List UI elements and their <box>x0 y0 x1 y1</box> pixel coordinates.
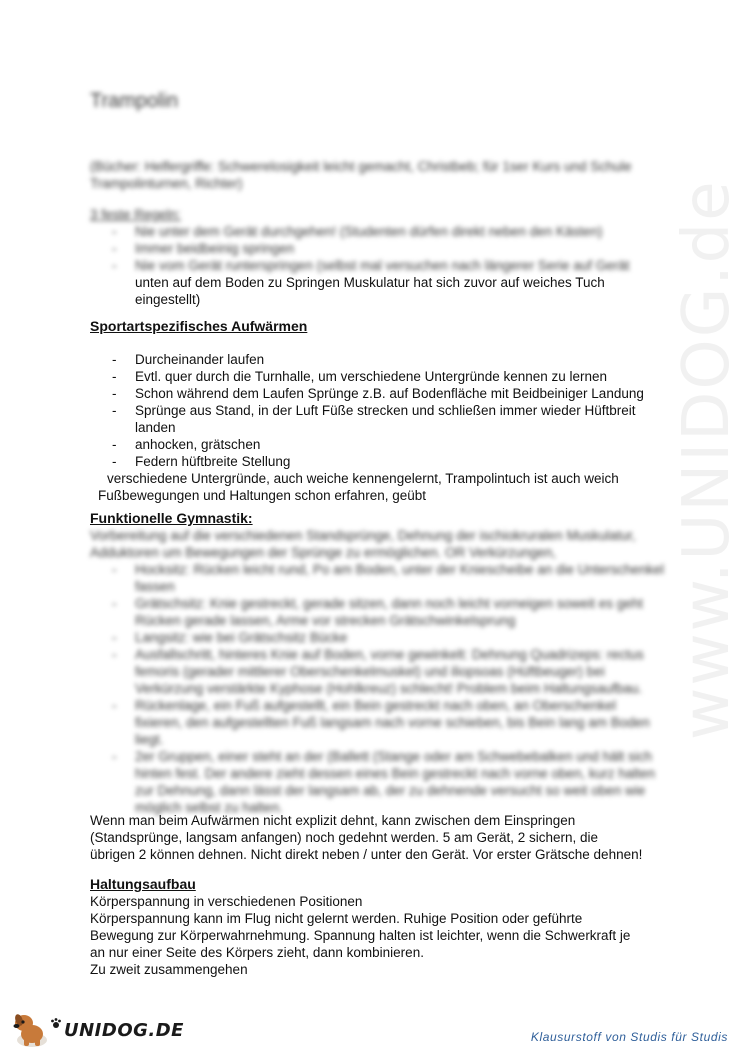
warmup-list <box>90 351 665 470</box>
dog-icon <box>10 1010 52 1050</box>
rules-list <box>90 223 665 274</box>
warmup-section <box>90 318 665 504</box>
list-item: - Rückenlage, ein Fuß aufgestellt, ein Bein gestreckt nach oben, an Oberschenkel fixieren, den aufgestellten Fuß langsam nach vorne schieben, bis Bein lang am Boden liegt. <box>90 697 665 748</box>
section-heading: Sportartspezifisches Aufwärmen <box>90 318 308 334</box>
rules-heading: 3 feste Regeln: <box>90 207 181 222</box>
watermark: www.UNIDOG.de <box>670 179 744 740</box>
gym-intro: Adduktoren um Bewegungen der Sprünge zu ermöglichen. OR Verkürzungen, <box>90 545 557 560</box>
section-heading: Funktionelle Gymnastik: <box>90 510 253 526</box>
list-item: - Ausfallschritt, hinteres Knie auf Boden, vorne gewinkelt: Dehnung Quadrizeps: rectus femoris (gerader mittlerer Oberschenkelmuskel) und iliopsoas (Hüftbeuger) bei Verkürzung verstärkte Kyphose (Hohlkreuz) schlecht! Problem beim Haltungsaufbau. <box>90 646 665 697</box>
rules-continuation: eingestellt) <box>135 292 201 307</box>
paragraph-line: an nur einer Seite des Körpers zieht, dann kombinieren. <box>90 945 424 960</box>
gym-list <box>90 561 665 816</box>
paragraph-line: Wenn man beim Aufwärmen nicht explizit dehnt, kann zwischen dem Einspringen <box>90 813 576 828</box>
unidog-logo[interactable] <box>10 1010 184 1050</box>
gymnastics-section <box>90 510 665 816</box>
paragraph-line: Bewegung zur Körperwahrnehmung. Spannung halten ist leichter, wenn die Schwerkraft je <box>90 928 631 943</box>
list-item: - Immer beidbeinig springen <box>90 240 665 257</box>
list-item: - Hocksitz: Rücken leicht rund, Po am Boden, unter der Kniescheibe an die Unterschenkel fassen <box>90 561 665 595</box>
list-item: - Durcheinander laufen <box>90 351 665 368</box>
warmup-summary: Fußbewegungen und Haltungen schon erfahren, geübt <box>98 488 426 503</box>
paw-icon <box>50 1017 62 1029</box>
paragraph-line: Körperspannung kann im Flug nicht gelernt werden. Ruhige Position oder geführte <box>90 911 583 926</box>
list-item: - Langsitz: wie bei Grätschsitz Bücke <box>90 629 665 646</box>
paragraph-line: Zu zweit zusammengehen <box>90 962 248 977</box>
list-item: - 2er Gruppen, einer steht an der (Ballett (Stange oder am Schwebebalken und hält sich hinten fest. Der andere zieht dessen eines Bein gestreckt nach vorne oben, kurz halten zur Dehnung, dann lässt der langsam ab, der zu dehnende versucht so weit oben wie möglich selbst zu halten. <box>90 748 665 816</box>
section-heading: Haltungsaufbau <box>90 876 196 892</box>
list-item: - anhocken, grätschen <box>90 436 665 453</box>
books-reference <box>90 158 665 192</box>
list-item: - Evtl. quer durch die Turnhalle, um verschiedene Untergründe kennen zu lernen <box>90 368 665 385</box>
list-item: - Nie vom Gerät runterspringen (selbst mal versuchen nach längerer Serie auf Gerät <box>90 257 665 274</box>
list-item: - Nie unter dem Gerät durchgehen! (Studenten dürfen direkt neben den Kästen) <box>90 223 665 240</box>
haltung-section <box>90 876 665 978</box>
gym-intro: Vorbereitung auf die verschiedenen Standsprünge, Dehnung der ischiokruralen Muskulatur, <box>90 528 636 543</box>
warmup-summary: verschiedene Untergründe, auch weiche kennengelernt, Trampolintuch ist auch weich <box>107 471 619 486</box>
list-item: - Schon während dem Laufen Sprünge z.B. auf Bodenfläche mit Beidbeiniger Landung <box>90 385 665 402</box>
books-line: (Bücher: Helfergriffe: Schwerelosigkeit leicht gemacht, Christbeb; für 1ser Kurs und Schule <box>90 159 632 174</box>
page-title: Trampolin <box>90 90 179 112</box>
list-item: - Sprünge aus Stand, in der Luft Füße strecken und schließen immer wieder Hüftbreit landen <box>90 402 665 436</box>
paragraph-line: (Standsprünge, langsam anfangen) noch gedehnt werden. 5 am Gerät, 2 sichern, die <box>90 830 599 845</box>
footer-tagline: Klausurstoff von Studis für Studis <box>530 1030 728 1044</box>
paragraph-line: übrigen 2 können dehnen. Nicht direkt neben / unter den Gerät. Vor erster Grätsche dehnen! <box>90 847 643 862</box>
logo-text: UNIDOG.DE <box>64 1019 184 1041</box>
rules-continuation: unten auf dem Boden zu Springen Muskulatur hat sich zuvor auf weiches Tuch <box>135 275 605 290</box>
paragraph-line: Körperspannung in verschiedenen Positionen <box>90 894 363 909</box>
dehnen-paragraph <box>90 812 680 863</box>
list-item: - Federn hüftbreite Stellung <box>90 453 665 470</box>
rules-block <box>90 206 665 308</box>
books-line: Trampolinturnen, Richter) <box>90 176 243 191</box>
list-item: - Grätschsitz: Knie gestreckt, gerade sitzen, dann noch leicht vorneigen soweit es geht Rücken gerade lassen, Arme vor strecken Grätschwinkelsprung <box>90 595 665 629</box>
